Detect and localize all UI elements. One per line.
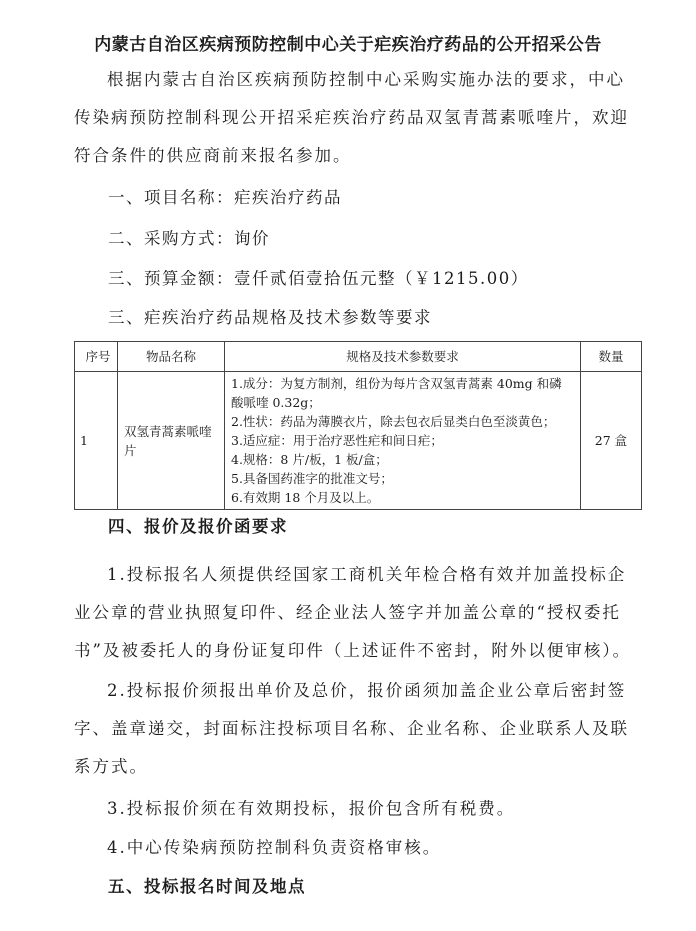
table-row bbox=[75, 372, 642, 510]
procurement-method-item: 二、采购方式：询价 bbox=[108, 229, 270, 248]
spec-table bbox=[74, 341, 642, 510]
spec-line: 5.具备国药准字的批准文号； bbox=[231, 471, 393, 486]
section4-p3: 3.投标报价须在有效期投标，报价包含所有税费。 bbox=[107, 799, 516, 818]
spec-line: 3.适应症：用于治疗恶性疟和间日疟； bbox=[231, 433, 443, 448]
header-spec: 规格及技术参数要求 bbox=[225, 342, 581, 372]
section5-heading: 五、投标报名时间及地点 bbox=[108, 877, 306, 896]
row-no: 1 bbox=[75, 372, 118, 510]
spec-line: 6.有效期 18 个月及以上。 bbox=[231, 490, 380, 505]
row-qty: 27 盒 bbox=[581, 372, 642, 510]
table-header-row bbox=[75, 342, 642, 372]
project-name-item: 一、项目名称：疟疾治疗药品 bbox=[108, 188, 342, 207]
spec-line: 4.规格：8 片/板，1 板/盒； bbox=[231, 452, 388, 467]
spec-heading: 三、疟疾治疗药品规格及技术参数等要求 bbox=[108, 308, 432, 327]
section4-p1: 1.投标报名人须提供经国家工商机关年检合格有效并加盖投标企业公章的营业执照复印件、经企业法人签字并加盖公章的“授权委托书”及被委托人的身份证复印件（上述证件不密封，附外以便审核）。 bbox=[74, 565, 632, 660]
header-no: 序号 bbox=[75, 342, 118, 372]
section4-heading: 四、报价及报价函要求 bbox=[108, 517, 288, 536]
header-qty: 数量 bbox=[581, 342, 642, 372]
section4-p2: 2.投标报价须报出单价及总价，报价函须加盖企业公章后密封签字、盖章递交，封面标注投标项目名称、企业名称、企业联系人及联系方式。 bbox=[74, 681, 629, 776]
row-name: 双氢青蒿素哌喹片 bbox=[118, 372, 225, 510]
budget-item: 三、预算金额：壹仟贰佰壹拾伍元整（￥1215.00） bbox=[108, 269, 529, 288]
row-specs bbox=[225, 372, 581, 510]
header-name: 物品名称 bbox=[118, 342, 225, 372]
document-title: 内蒙古自治区疾病预防控制中心关于疟疾治疗药品的公开招采公告 bbox=[94, 35, 602, 55]
spec-line: 2.性状：药品为薄膜衣片，除去包衣后显类白色至淡黄色； bbox=[231, 414, 556, 429]
spec-line: 1.成分：为复方制剂，组份为每片含双氢青蒿素 40mg 和磷酸哌喹 0.32g； bbox=[231, 376, 562, 410]
intro-paragraph: 根据内蒙古自治区疾病预防控制中心采购实施办法的要求，中心传染病预防控制科现公开招采疟疾治疗药品双氢青蒿素哌喹片，欢迎符合条件的供应商前来报名参加。 bbox=[74, 70, 629, 165]
section4-p4: 4.中心传染病预防控制科负责资格审核。 bbox=[107, 838, 442, 857]
